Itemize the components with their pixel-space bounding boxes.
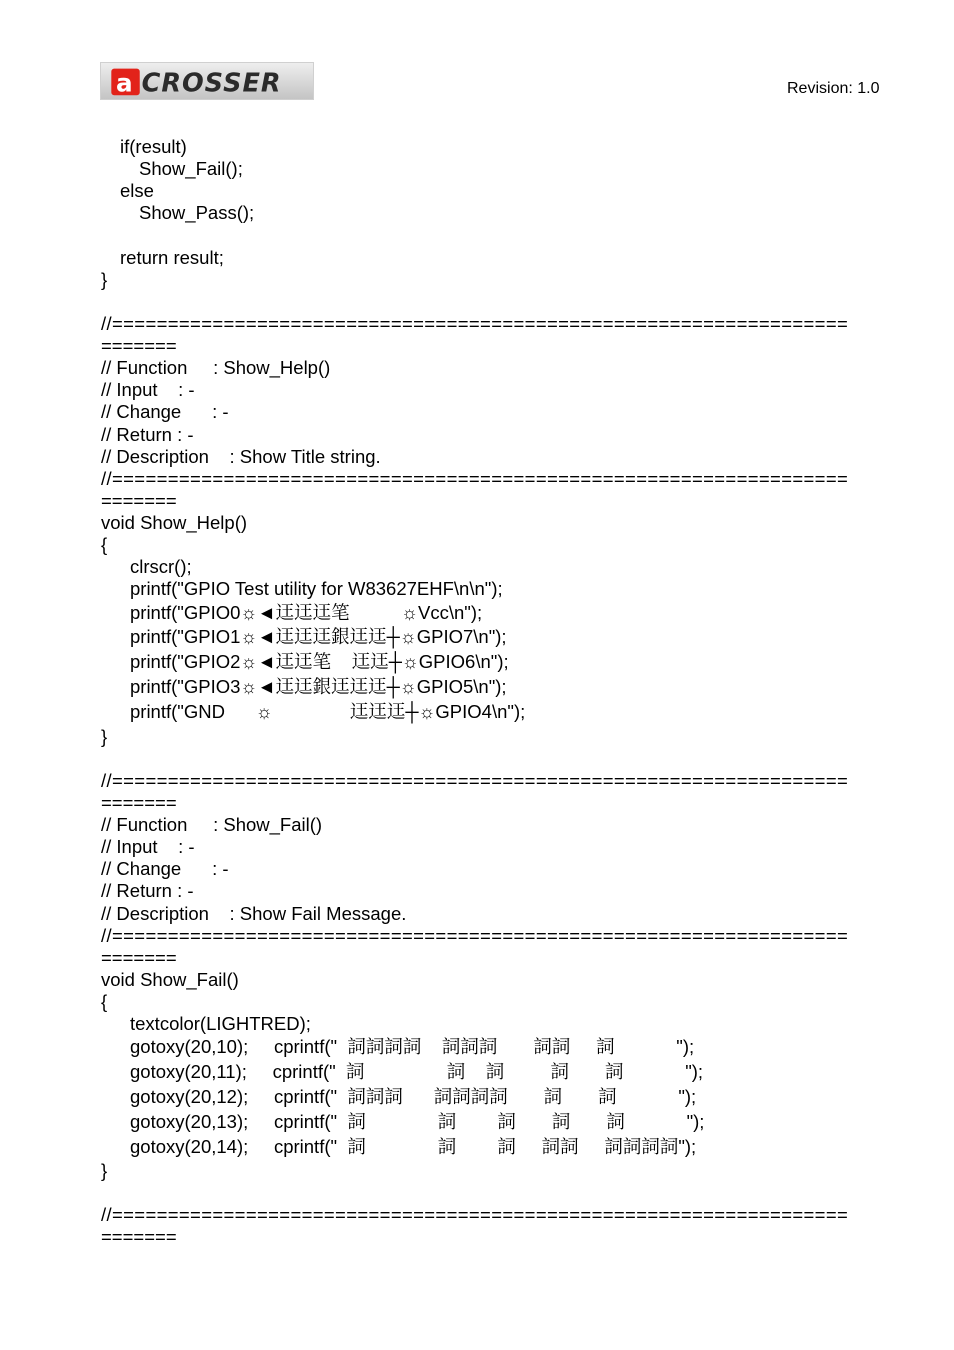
code-line: void Show_Fail(): [101, 969, 239, 990]
code-line: return result;: [120, 247, 224, 268]
svg-text:a: a: [116, 68, 133, 98]
comment-line: // Return : -: [101, 424, 194, 445]
revision-label: Revision: 1.0: [787, 80, 880, 97]
separator-line: =======: [101, 947, 177, 968]
code-line: Show_Pass();: [139, 202, 255, 223]
comment-line: // Description : Show Title string.: [101, 446, 381, 467]
code-line: }: [101, 269, 108, 290]
code-line: {: [101, 534, 108, 555]
code-line: }: [101, 1160, 108, 1181]
code-line: }: [101, 726, 108, 747]
comment-line: // Change : -: [101, 858, 229, 879]
code-line: printf("GPIO3☼◄迋迋銀迋迋迋┼☼GPIO5\n");: [130, 676, 507, 697]
code-line: printf("GPIO1☼◄迋迋迋銀迋迋┼☼GPIO7\n");: [130, 626, 507, 647]
code-line: gotoxy(20,11); cprintf(" 詞 詞 詞 詞 詞 ");: [130, 1061, 704, 1082]
svg-text:CROSSER: CROSSER: [141, 68, 282, 99]
separator-line: =======: [101, 335, 177, 356]
separator-line: //==================================================================: [101, 468, 849, 489]
code-line: gotoxy(20,14); cprintf(" 詞 詞 詞 詞詞 詞詞詞詞");: [130, 1136, 697, 1157]
comment-line: // Change : -: [101, 401, 229, 422]
code-line: clrscr();: [130, 556, 192, 577]
code-line: printf("GPIO2☼◄迋迋笔 迋迋┼☼GPIO6\n");: [130, 651, 509, 672]
code-line: printf("GPIO0☼◄迋迋迋笔 ☼Vcc\n");: [130, 602, 483, 623]
code-line: gotoxy(20,12); cprintf(" 詞詞詞 詞詞詞詞 詞 詞 ");: [130, 1086, 697, 1107]
comment-line: // Return : -: [101, 880, 194, 901]
separator-line: //==================================================================: [101, 1204, 849, 1225]
separator-line: =======: [101, 792, 177, 813]
comment-line: // Function : Show_Help(): [101, 357, 331, 378]
code-line: if(result): [120, 136, 187, 157]
comment-line: // Input : -: [101, 836, 195, 857]
code-line: Show_Fail();: [139, 158, 243, 179]
comment-line: // Input : -: [101, 379, 195, 400]
comment-line: // Function : Show_Fail(): [101, 814, 323, 835]
separator-line: =======: [101, 1226, 177, 1247]
code-line: gotoxy(20,13); cprintf(" 詞 詞 詞 詞 詞 ");: [130, 1111, 705, 1132]
separator-line: //==================================================================: [101, 770, 849, 791]
code-line: textcolor(LIGHTRED);: [130, 1013, 311, 1034]
code-line: printf("GND ☼ 迋迋迋┼☼GPIO4\n");: [130, 701, 526, 722]
separator-line: =======: [101, 490, 177, 511]
comment-line: // Description : Show Fail Message.: [101, 903, 407, 924]
acrosser-logo-image: [101, 63, 313, 99]
code-line: {: [101, 991, 108, 1012]
acrosser-logo: [100, 62, 314, 100]
separator-line: //==================================================================: [101, 313, 849, 334]
code-line: gotoxy(20,10); cprintf(" 詞詞詞詞 詞詞詞 詞詞 詞 ");: [130, 1036, 695, 1057]
code-line: else: [120, 180, 154, 201]
separator-line: //==================================================================: [101, 925, 849, 946]
code-line: printf("GPIO Test utility for W83627EHF\n\n");: [130, 578, 503, 599]
code-line: void Show_Help(): [101, 512, 248, 533]
